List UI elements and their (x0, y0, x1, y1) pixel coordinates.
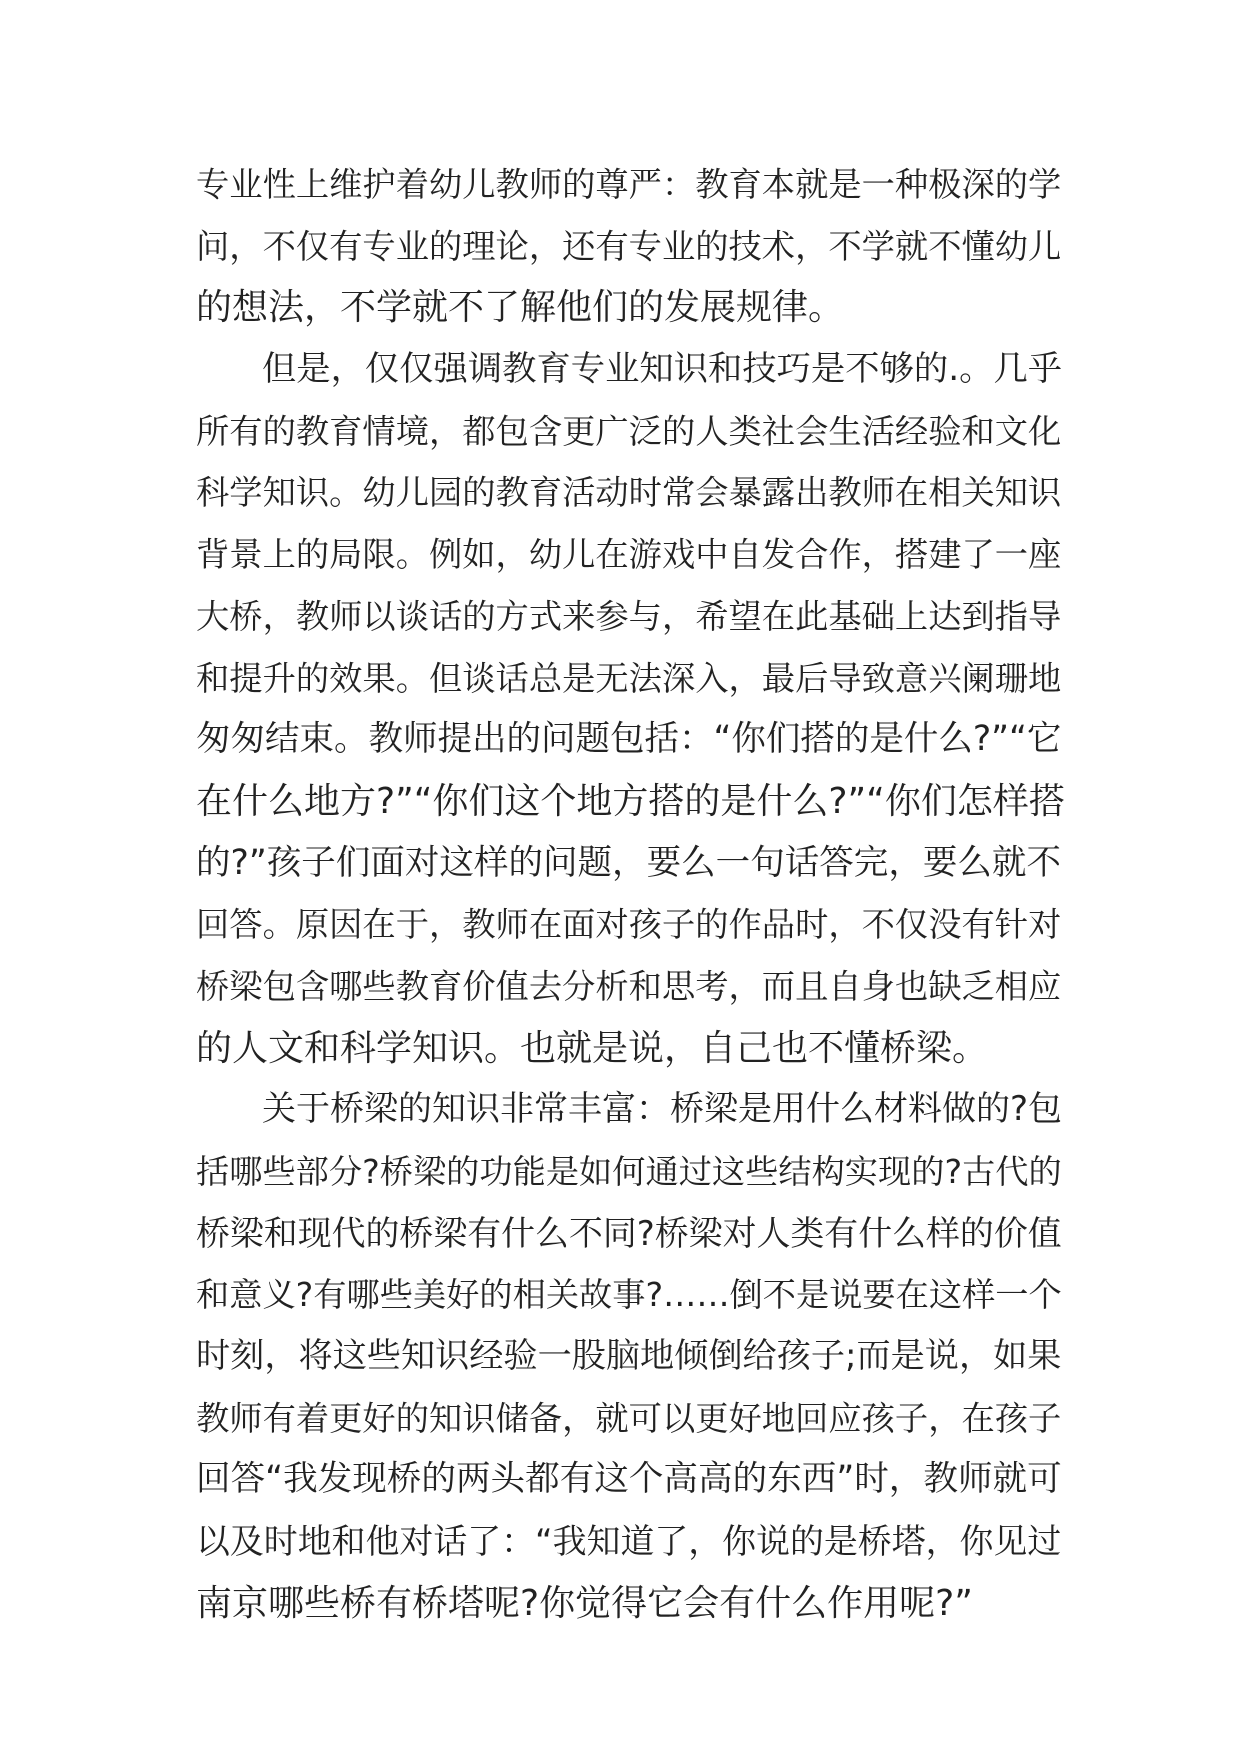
text-line: 括哪些部分?桥梁的功能是如何通过这些结构实现的?古代的 (196, 1152, 1062, 1191)
text-line: 问，不仅有专业的理论，还有专业的技术，不学就不懂幼儿 (196, 226, 1062, 266)
text-line: 时刻，将这些知识经验一股脑地倾倒给孩子;而是说，如果 (196, 1336, 1062, 1377)
text-line: 桥梁和现代的桥梁有什么不同?桥梁对人类有什么样的价值 (196, 1213, 1062, 1253)
text-line: 的人文和科学知识。也就是说，自己也不懂桥梁。 (196, 1027, 989, 1069)
text-line: 回答。原因在于，教师在面对孩子的作品时，不仅没有针对 (196, 905, 1062, 945)
text-line: 背景上的局限。例如，幼儿在游戏中自发合作，搭建了一座 (196, 535, 1062, 575)
body-text (196, 154, 1066, 1635)
text-line: 和提升的效果。但谈话总是无法深入，最后导致意兴阑珊地 (196, 658, 1062, 698)
text-line: 以及时地和他对话了：“我知道了，你说的是桥塔，你见过 (196, 1522, 1062, 1562)
text-line: 回答“我发现桥的两头都有这个高高的东西”时，教师就可 (196, 1459, 1062, 1500)
text-line: 桥梁包含哪些教育价值去分析和思考，而且自身也缺乏相应 (196, 966, 1062, 1006)
text-line: 专业性上维护着幼儿教师的尊严：教育本就是一种极深的学 (196, 165, 1062, 204)
text-line: 的想法，不学就不了解他们的发展规律。 (196, 287, 845, 329)
text-line: 南京哪些桥有桥塔呢?你觉得它会有什么作用呢?” (196, 1582, 973, 1624)
text-line: 匆匆结束。教师提出的问题包括：“你们搭的是什么?”“它 (196, 719, 1062, 760)
text-line: 在什么地方?”“你们这个地方搭的是什么?”“你们怎样搭 (196, 780, 1065, 822)
text-line: 和意义?有哪些美好的相关故事?……倒不是说要在这样一个 (196, 1275, 1062, 1315)
text-line: 教师有着更好的知识储备，就可以更好地回应孩子，在孩子 (196, 1398, 1062, 1438)
text-line: 科学知识。幼儿园的教育活动时常会暴露出教师在相关知识 (196, 473, 1062, 513)
paragraph-start-line: 但是，仅仅强调教育专业知识和技巧是不够的.。几乎 (262, 349, 1063, 390)
text-line: 大桥，教师以谈话的方式来参与，希望在此基础上达到指导 (196, 596, 1062, 636)
text-line: 的?”孩子们面对这样的问题，要么一句话答完，要么就不 (196, 842, 1061, 883)
paragraph-start-line: 关于桥梁的知识非常丰富：桥梁是用什么材料做的?包 (262, 1089, 1063, 1130)
text-line: 所有的教育情境，都包含更广泛的人类社会生活经验和文化 (196, 411, 1062, 451)
